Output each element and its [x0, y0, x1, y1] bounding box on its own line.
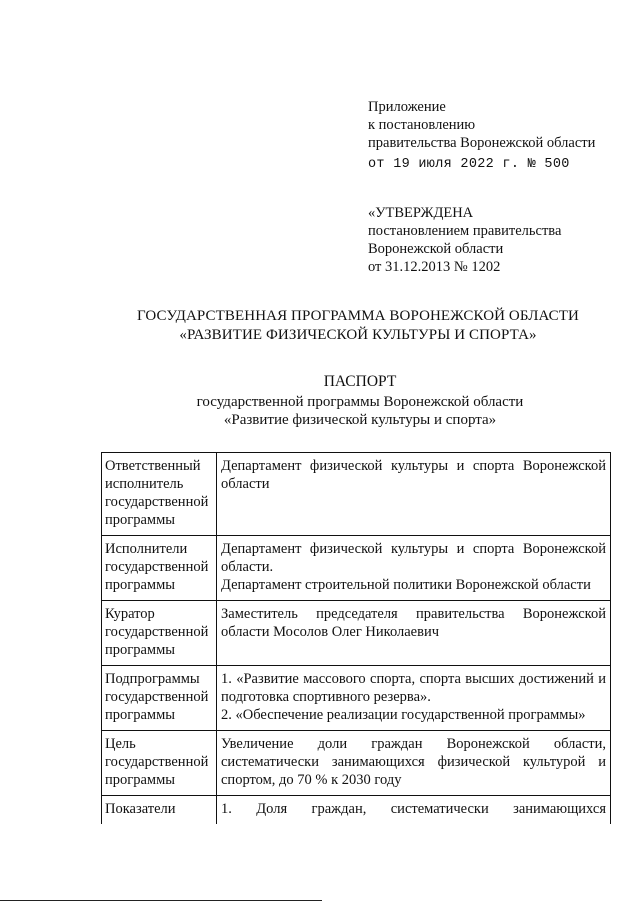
- row-value-text-2: Департамент строительной политики Воронежской области: [221, 577, 591, 593]
- passport-heading-block: [0, 373, 640, 429]
- approved-line-1: «УТВЕРЖДЕНА: [368, 205, 474, 221]
- approved-block: [368, 204, 561, 276]
- approved-line-3: Воронежской области: [368, 241, 504, 257]
- appendix-line-3: правительства Воронежской области: [368, 135, 596, 151]
- row-value-text: 1. Доля граждан, систематически занимающихся: [221, 801, 606, 817]
- row-value: [217, 453, 611, 536]
- table-row: [102, 796, 611, 825]
- program-title-line-2: «РАЗВИТИЕ ФИЗИЧЕСКОЙ КУЛЬТУРЫ И СПОРТА»: [179, 327, 537, 343]
- table-row: [102, 731, 611, 796]
- row-value-text: Заместитель председателя правительства Воронежской области Мосолов Олег Николаевич: [221, 606, 606, 640]
- approved-line-4: от 31.12.2013 № 1202: [368, 259, 501, 275]
- table-row: [102, 536, 611, 601]
- passport-subtitle-2: «Развитие физической культуры и спорта»: [223, 412, 497, 428]
- approved-line-2: постановлением правительства: [368, 223, 562, 239]
- table-row: [102, 666, 611, 731]
- row-label: Исполнители государственной программы: [102, 536, 217, 601]
- row-label: Ответственный исполнитель государственной программы: [102, 453, 217, 536]
- row-value-text-2: 2. «Обеспечение реализации государственной программы»: [221, 707, 586, 723]
- row-label: Цель государственной программы: [102, 731, 217, 796]
- appendix-block: [368, 98, 595, 174]
- appendix-line-2: к постановлению: [368, 117, 476, 133]
- passport-table: [101, 452, 611, 824]
- row-value: [217, 536, 611, 601]
- program-title: [0, 307, 640, 345]
- row-value-text: Увеличение доли граждан Воронежской области, систематически занимающихся физической культурой и спортом, до 70 % к 2030 году: [221, 736, 606, 788]
- row-value-text: Департамент физической культуры и спорта Воронежской области: [221, 458, 606, 492]
- row-label: Показатели: [102, 796, 217, 825]
- footer-divider: [0, 900, 322, 901]
- row-label: Подпрограммы государственной программы: [102, 666, 217, 731]
- program-title-line-1: ГОСУДАРСТВЕННАЯ ПРОГРАММА ВОРОНЕЖСКОЙ ОБЛАСТИ: [137, 308, 579, 324]
- row-value: [217, 731, 611, 796]
- passport-heading: ПАСПОРТ: [323, 373, 397, 390]
- row-value: [217, 666, 611, 731]
- appendix-date-number: от 19 июля 2022 г. № 500: [368, 157, 570, 172]
- row-value-text: Департамент физической культуры и спорта Воронежской области.: [221, 541, 606, 575]
- appendix-line-1: Приложение: [368, 99, 446, 115]
- row-value: [217, 796, 611, 825]
- row-value-text: 1. «Развитие массового спорта, спорта высших достижений и подготовка спортивного резерва».: [221, 671, 606, 705]
- table-row: [102, 453, 611, 536]
- table-row: [102, 601, 611, 666]
- row-label: Куратор государственной программы: [102, 601, 217, 666]
- row-value: [217, 601, 611, 666]
- passport-subtitle-1: государственной программы Воронежской области: [196, 394, 524, 410]
